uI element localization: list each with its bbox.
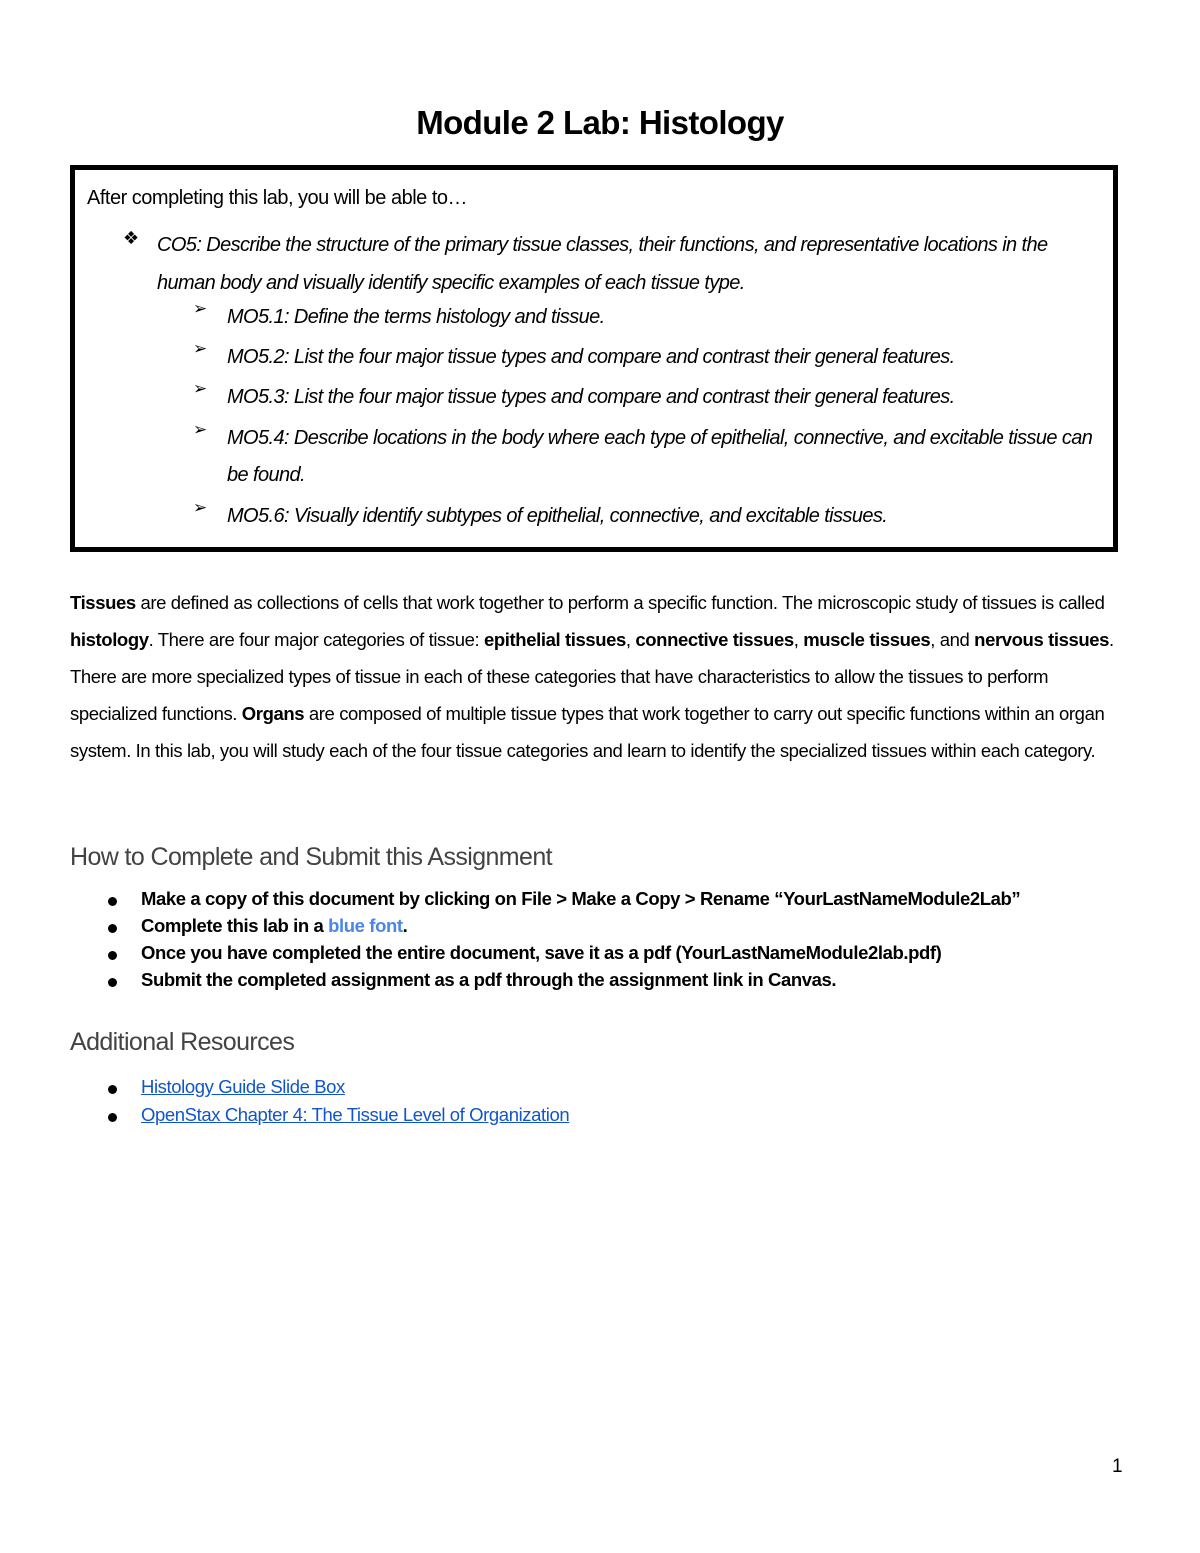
- bullet-dot-icon: [108, 978, 117, 987]
- page-number: 1: [1112, 1456, 1123, 1477]
- resources-list: [70, 1076, 1130, 1132]
- resources-heading: Additional Resources: [70, 1028, 295, 1056]
- list-item: [70, 1104, 1130, 1132]
- bullet-dot-icon: [108, 1085, 117, 1094]
- bullet-dot-icon: [108, 897, 117, 906]
- bullet-dot-icon: [108, 951, 117, 960]
- page-title: Module 2 Lab: Histology: [416, 104, 784, 141]
- intro-paragraph: Tissues are defined as collections of cells that work together to perform a specific function. The microscopic study of tissues is called histology. There are four major categories of tissue: epithelial tissues, connective tissues, muscle tissues, and nervous tissues. There are more specialized types of tissue in each of these categories that have characteristics to allow the tissues to perform specialized functions. Organs are composed of multiple tissue types that work together to carry out specific functions within an organ system. In this lab, you will study each of the four tissue categories and learn to identify the specialized tissues within each category.: [70, 592, 1114, 761]
- bullet-dot-icon: [108, 924, 117, 933]
- bullet-dot-icon: [108, 1113, 117, 1122]
- arrow-bullet-icon: ➢: [193, 299, 207, 318]
- term-connective: connective tissues: [635, 629, 794, 650]
- arrow-bullet-icon: ➢: [193, 420, 207, 439]
- instructions-list: [70, 888, 1130, 996]
- term-organs: Organs: [241, 703, 305, 724]
- term-nervous: nervous tissues: [974, 629, 1110, 650]
- term-muscle: muscle tissues: [803, 629, 931, 650]
- term-tissues: Tissues: [70, 592, 136, 613]
- list-item: Complete this lab in a blue font.: [70, 915, 1130, 942]
- objectives-intro: After completing this lab, you will be able to…: [87, 187, 468, 209]
- list-item: Submit the completed assignment as a pdf through the assignment link in Canvas.: [70, 969, 1130, 996]
- openstax-chapter-link[interactable]: OpenStax Chapter 4: The Tissue Level of Organization: [141, 1104, 570, 1125]
- list-item: Once you have completed the entire document, save it as a pdf (YourLastNameModule2lab.pdf): [70, 942, 1130, 969]
- how-to-heading: How to Complete and Submit this Assignment: [70, 843, 552, 871]
- term-histology: histology: [70, 629, 149, 650]
- learning-objectives-box: After completing this lab, you will be able to… ❖ CO5: Describe the structure of the primary tissue classes, their functions, and representative locations in the human body and visually identify specific examples of each tissue type. ➢ MO5.1: Define the terms histology and tissue. ➢ MO5.2: List the four major tissue types and compare and contrast their general features. ➢ MO5.3: List the four major tissue types and compare and contrast their general features. ➢ MO5.4: Describe locations in the body where each type of epithelial, connective, and excitable tissue can be found. ➢ MO5.6: Visually identify subtypes of epithelial, connective, and excitable tissues.: [70, 165, 1118, 552]
- diamond-bullet-icon: ❖: [123, 228, 140, 248]
- arrow-bullet-icon: ➢: [193, 498, 207, 517]
- blue-font-text: blue font: [328, 915, 403, 936]
- arrow-bullet-icon: ➢: [193, 379, 207, 398]
- list-item: Make a copy of this document by clicking on File > Make a Copy > Rename “YourLastNameModule2Lab”: [70, 888, 1130, 915]
- term-epithelial: epithelial tissues: [484, 629, 626, 650]
- list-item: [70, 1076, 1130, 1104]
- histology-guide-link[interactable]: Histology Guide Slide Box: [141, 1076, 345, 1097]
- course-outcome: CO5: Describe the structure of the primary tissue classes, their functions, and representative locations in the human body and visually identify specific examples of each tissue type.: [157, 234, 1048, 294]
- arrow-bullet-icon: ➢: [193, 339, 207, 358]
